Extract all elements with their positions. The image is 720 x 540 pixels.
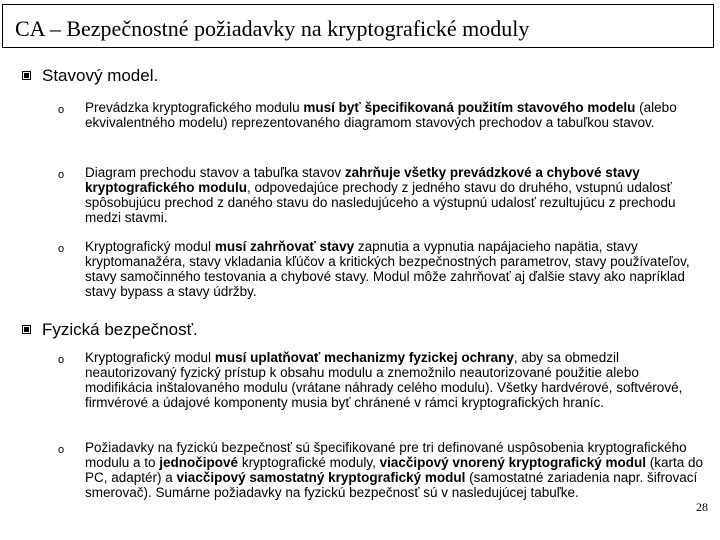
item-text: Kryptografický modul musí uplatňovať mechanizmy fyzickej ochrany, aby sa obmedzil neautorizovaný fyzický prístup k obsahu modulu a znemožnilo neautorizované použitie alebo modifikácia inštalovaného modulu (vrátane náhrady celého modulu). Všetky hardvérové, softvérové, firmvérové a údajové komponenty musia byť chránené v rámci kryptografických hraníc. <box>85 350 683 410</box>
item-text: Diagram prechodu stavov a tabuľka stavov zahrňuje všetky prevádzkové a chybové stavy kryptografického modulu, odpovedajúce prechody z jedného stavu do druhého, vstupnú udalosť spôsobujúcu prechod z daného stavu do nasledujúceho a výstupnú udalosť rezultujúcu z prechodu medzi stavmi. <box>85 165 676 225</box>
slide-title: CA – Bezpečnostné požiadavky na kryptografické moduly <box>15 16 530 41</box>
section-heading: Fyzická bezpečnosť. <box>42 320 198 339</box>
circle-bullet-icon: o <box>58 243 65 255</box>
item-text: Kryptografický modul musí zahrňovať stavy zapnutia a vypnutia napájacieho napätia, stavy kryptomanažéra, stavy vkladania kľúčov a kritických bezpečnostných parametrov, stavy používateľov, stavy samočinného testovania a chybové stavy. Modul môže zahrňovať aj ďalšie stavy ako napríklad stavy bypass a stavy údržby. <box>85 239 690 299</box>
item-text: Prevádzka kryptografického modulu musí byť špecifikovaná použitím stavového modelu (alebo ekvivalentného modelu) reprezentovaného diagramom stavových prechodov a tabuľkou stavov. <box>85 100 677 130</box>
square-bullet-icon <box>22 325 31 334</box>
page-number: 28 <box>696 500 708 514</box>
circle-bullet-icon: o <box>58 444 65 456</box>
circle-bullet-icon: o <box>58 104 65 116</box>
square-bullet-icon <box>22 71 31 80</box>
circle-bullet-icon: o <box>58 354 65 366</box>
circle-bullet-icon: o <box>58 169 65 181</box>
slide-title-box <box>2 4 714 48</box>
section-heading: Stavový model. <box>42 66 159 85</box>
item-text: Požiadavky na fyzickú bezpečnosť sú špecifikované pre tri definované uspôsobenia kryptografického modulu a to jednočipové kryptografické moduly, viacčipový vnorený kryptografický modul (karta do PC, adaptér) a viacčipový samostatný kryptografický modul (samostatné zariadenia napr. šifrovací smerovač). Sumárne požiadavky na fyzickú bezpečnosť sú v nasledujúcej tabuľke. <box>85 440 703 500</box>
